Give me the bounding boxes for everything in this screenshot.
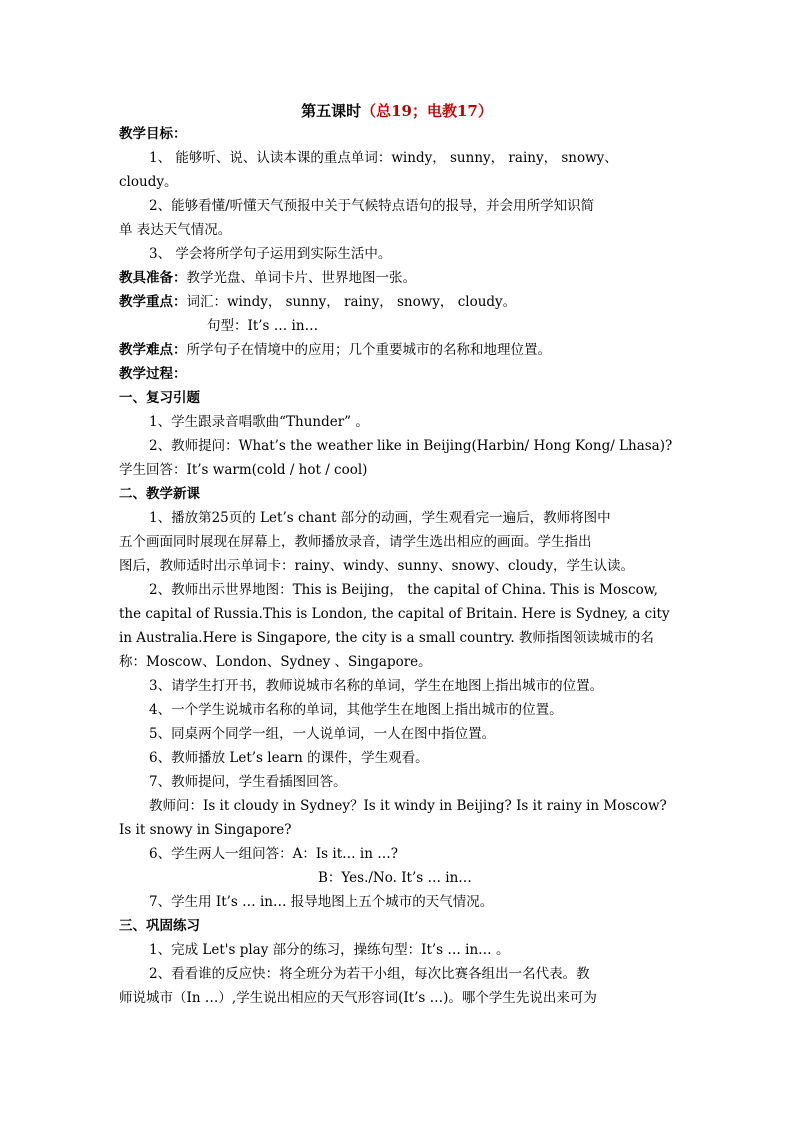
title-paren: （总19；电教17） [361, 102, 493, 120]
key-points-heading: 教学重点： [119, 294, 187, 310]
goal-2-line-2: 单 表达天气情况。 [119, 222, 232, 238]
goal-1-line-1: 1、 能够听、说、认读本课的重点单词：windy， sunny， rainy， snowy、 [149, 150, 618, 166]
section-2-item-2-line-3: in Australia.Here is Singapore, the city is a small country. 教师指图领读城市的名 [119, 630, 654, 646]
tools-line [119, 268, 675, 288]
difficulty-line [119, 340, 675, 360]
section-2-item-2-line-4: 称：Moscow、London、Sydney 、Singapore。 [119, 654, 432, 670]
goal-3: 3、 学会将所学句子运用到实际生活中。 [149, 246, 392, 262]
section-3-item-2-line-1: 2、看看谁的反应快：将全班分为若干小组，每次比赛各组出一名代表。教 [149, 966, 590, 982]
section-1-item-2-line-1: 2、教师提问：What’s the weather like in Beijing(Harbin/ Hong Kong/ Lhasa)? [149, 438, 673, 454]
section-1-item-2-line-2: 学生回答：It’s warm(cold / hot / cool) [119, 462, 368, 478]
goal-1-line-2: cloudy。 [119, 174, 178, 190]
section-2-item-3: 3、请学生打开书，教师说城市名称的单词，学生在地图上指出城市的位置。 [149, 678, 604, 694]
section-2-item-1-line-1: 1、播放第25页的 Let’s chant 部分的动画，学生观看完一遍后，教师将图中 [149, 510, 611, 526]
section-2-pair-dialogue-b: B：Yes./No. It’s … in… [318, 870, 472, 886]
difficulty-text: 所学句子在情境中的应用；几个重要城市的名称和地理位置。 [186, 342, 551, 358]
section-2-item-5: 5、同桌两个同学一组，一人说单词，一人在图中指位置。 [149, 726, 496, 742]
process-heading: 教学过程： [119, 366, 187, 382]
section-3-item-1: 1、完成 Let's play 部分的练习，操练句型：It’s … in… 。 [149, 942, 510, 958]
section-2-item-2-line-2: the capital of Russia.This is London, the capital of Britain. Here is Sydney, a city [119, 606, 670, 622]
goals-heading: 教学目标： [119, 126, 187, 142]
section-1-item-1: 1、学生跟录音唱歌曲“Thunder” 。 [149, 414, 369, 430]
section-2-item-7b: 7、学生用 It’s … in… 报导地图上五个城市的天气情况。 [149, 894, 494, 910]
tools-heading: 教具准备： [119, 270, 187, 286]
section-2-item-6: 6、教师播放 Let’s learn 的课件，学生观看。 [149, 750, 429, 766]
section-2-item-7: 7、教师提问，学生看插图回答。 [149, 774, 347, 790]
section-2-item-1-line-2: 五个画面同时展现在屏幕上，教师播放录音，请学生选出相应的画面。学生指出 [119, 534, 592, 550]
difficulty-heading: 教学难点： [119, 342, 187, 358]
section-2-item-4: 4、一个学生说城市名称的单词，其他学生在地图上指出城市的位置。 [149, 702, 563, 718]
goal-2-line-1: 2、能够看懂/听懂天气预报中关于气候特点语句的报导，并会用所学知识简 [149, 198, 595, 214]
section-2-teacher-question-line-2: Is it snowy in Singapore? [119, 822, 292, 838]
section-2-heading: 二、教学新课 [119, 486, 200, 502]
section-2-pair-dialogue-a: 6、学生两人一组问答：A：Is it… in …? [149, 846, 398, 862]
section-1-heading: 一、复习引题 [119, 390, 200, 406]
section-2-item-2-line-1: 2、教师出示世界地图：This is Beijing， the capital of China. This is Moscow, [149, 582, 658, 598]
tools-text: 教学光盘、单词卡片、世界地图一张。 [186, 270, 416, 286]
section-3-item-2-line-2: 师说城市（In …）,学生说出相应的天气形容词(It’s …)。哪个学生先说出来可为 [119, 990, 597, 1006]
section-3-heading: 三、巩固练习 [119, 918, 200, 934]
key-sentence: 句型：It’s … in… [207, 318, 319, 334]
lesson-title [0, 100, 794, 121]
section-2-teacher-question-line-1: 教师问：Is it cloudy in Sydney？Is it windy in Beijing? Is it rainy in Moscow? [149, 798, 667, 814]
key-points-line [119, 292, 675, 312]
title-main: 第五课时 [301, 102, 362, 120]
section-2-item-1-line-3: 图后，教师适时出示单词卡：rainy、windy、sunny、snowy、cloudy，学生认读。 [119, 558, 635, 574]
key-points-text: 词汇：windy， sunny， rainy， snowy， cloudy。 [186, 294, 517, 310]
